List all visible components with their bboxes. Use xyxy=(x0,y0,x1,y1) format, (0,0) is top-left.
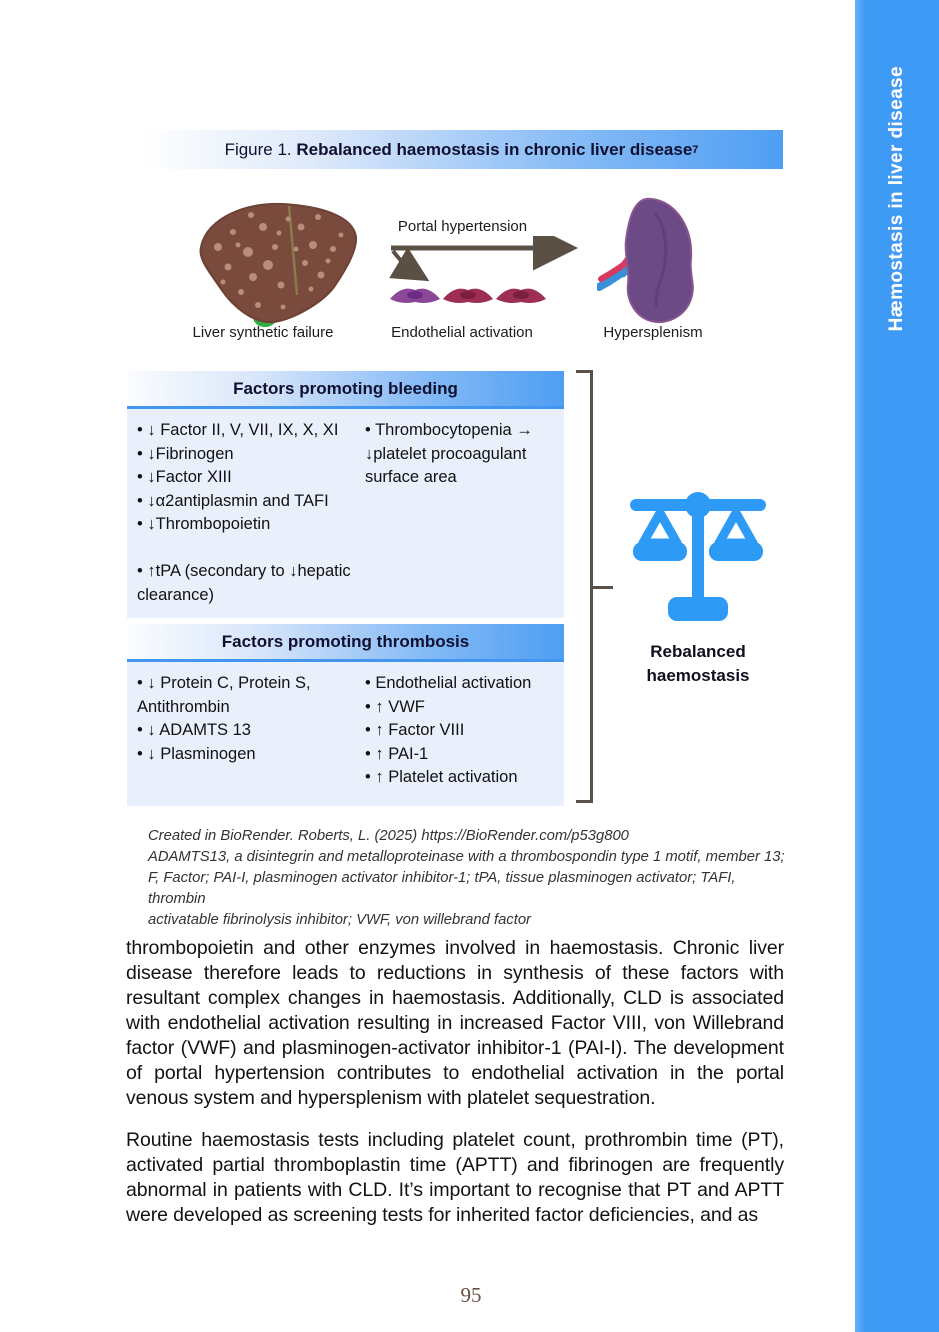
bleeding-box-header: Factors promoting bleeding xyxy=(127,371,564,409)
caption-line: ADAMTS13, a disintegrin and metalloproteinase with a thrombospondin type 1 motif, member 13; xyxy=(148,849,785,865)
endothelium-label: Endothelial activation xyxy=(391,324,533,341)
bullet-item: • ↑ Factor VIII xyxy=(365,721,465,739)
bleeding-left-list xyxy=(137,419,365,607)
page-number: 95 xyxy=(460,1283,482,1307)
bullet-item: • ↓Fibrinogen xyxy=(137,444,234,463)
bleeding-right-list xyxy=(365,419,556,607)
body-paragraph-1: thrombopoietin and other enzymes involved in haemostasis. Chronic liver disease therefore leads to reductions in synthesis of these factors with resultant complex changes in haemostasis. Additionally, CLD is associated with endothelial activation resulting in increased Factor VIII, von Willebrand factor (VWF) and plasminogen-activator inhibitor-1 (PAI-I). The development of portal hypertension contributes to endothelial activation in the portal venous system and hypersplenism with platelet sequestration. xyxy=(126,937,784,1109)
endothelium-illustration xyxy=(388,283,546,309)
bullet-item: • ↓ Plasminogen xyxy=(137,744,256,763)
bullet-item: • ↑tPA (secondary to ↓hepatic clearance) xyxy=(137,562,351,604)
bullet-item: • ↓ Protein C, Protein S, Antithrombin xyxy=(137,674,311,716)
bullet-item: • ↑ Platelet activation xyxy=(365,768,518,786)
bullet-item: • ↓ ADAMTS 13 xyxy=(137,721,251,739)
caption-line: Created in BioRender. Roberts, L. (2025) https://BioRender.com/p53g800 xyxy=(148,828,629,844)
bullet-item: • ↓Factor XIII xyxy=(137,468,232,486)
liver-label: Liver synthetic failure xyxy=(192,324,334,341)
bullet-item xyxy=(137,537,365,561)
balance-scales-icon xyxy=(628,491,768,628)
thrombosis-box-body xyxy=(127,662,564,790)
portal-arrow-icon xyxy=(385,236,583,288)
liver-illustration xyxy=(193,197,365,333)
body-paragraph-2: Routine haemostasis tests including platelet count, prothrombin time (PT), activated partial thromboplastin time (APTT) and fibrinogen are frequently abnormal in patients with CLD. It’s important to recognise that PT and APTT were developed as screening tests for inherited factor deficiencies, and as xyxy=(126,1129,784,1226)
thrombosis-box-header: Factors promoting thrombosis xyxy=(127,624,564,662)
figure-title-text: Rebalanced haemostasis in chronic liver disease xyxy=(296,139,693,159)
figure-title-prefix: Figure 1. xyxy=(224,139,292,159)
portal-hypertension-label: Portal hypertension xyxy=(397,218,528,235)
balance-label: Rebalanced haemostasis xyxy=(646,642,750,685)
spleen-illustration xyxy=(597,195,699,327)
caption-line: F, Factor; PAI-I, plasminogen activator inhibitor-1; tPA, tissue plasminogen activator; TAFI, thrombin xyxy=(148,870,736,907)
chapter-sidebar xyxy=(855,0,939,1332)
bullet-item: • ↑ PAI-1 xyxy=(365,744,429,763)
bullet-item: • ↓ Factor II, V, VII, IX, X, XI xyxy=(137,421,339,439)
spleen-label: Hypersplenism xyxy=(603,324,703,341)
thrombosis-left-list xyxy=(137,672,365,790)
figure-title-bar xyxy=(140,130,783,169)
bullet-item: • ↓Thrombopoietin xyxy=(137,515,271,533)
caption-line: activatable fibrinolysis inhibitor; VWF, von willebrand factor xyxy=(148,912,531,928)
bleeding-box xyxy=(127,371,564,618)
figure-caption xyxy=(148,826,796,931)
thrombosis-right-list xyxy=(365,672,556,790)
bullet-item: • ↓α2antiplasmin and TAFI xyxy=(137,491,329,510)
bullet-item: • ↑ VWF xyxy=(365,697,425,716)
figure-title-superscript: 7 xyxy=(692,143,699,156)
thrombosis-box xyxy=(127,624,564,806)
bullet-item: • Endothelial activation xyxy=(365,674,532,692)
chapter-title: Hæmostasis in liver disease xyxy=(886,66,907,332)
bleeding-box-body xyxy=(127,409,564,607)
bullet-item: • Thrombocytopenia → ↓platelet procoagulant surface area xyxy=(365,421,533,486)
